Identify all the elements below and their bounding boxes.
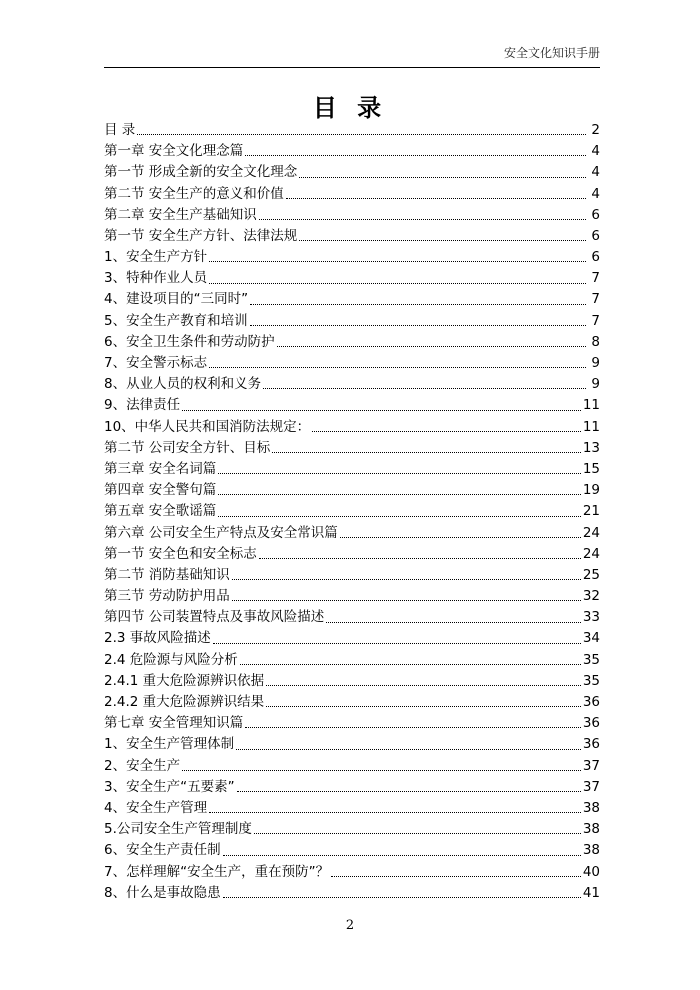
toc-dot-leader	[182, 410, 581, 411]
toc-entry[interactable]	[104, 819, 600, 840]
toc-entry-page: 34	[582, 630, 600, 647]
toc-entry-page: 36	[582, 736, 600, 753]
toc-entry-page: 41	[582, 884, 600, 901]
toc-entry-label: 第二节 安全生产的意义和价值	[104, 185, 284, 202]
toc-entry-page: 24	[582, 524, 600, 541]
toc-entry[interactable]	[104, 840, 600, 861]
toc-entry[interactable]	[104, 756, 600, 777]
toc-dot-leader	[223, 897, 581, 898]
toc-entry[interactable]	[104, 268, 600, 289]
toc-entry-label: 第二章 安全生产基础知识	[104, 206, 257, 223]
toc-entry-page: 35	[582, 672, 600, 689]
toc-entry-page: 36	[582, 694, 600, 711]
toc-entry[interactable]	[104, 374, 600, 395]
toc-entry[interactable]	[104, 247, 600, 268]
toc-entry[interactable]	[104, 650, 600, 671]
toc-entry[interactable]	[104, 162, 600, 183]
toc-dot-leader	[209, 261, 586, 262]
toc-entry-label: 6、安全生产责任制	[104, 842, 221, 859]
toc-entry-page: 32	[582, 588, 600, 605]
toc-entry-page: 38	[582, 821, 600, 838]
toc-entry[interactable]	[104, 353, 600, 374]
toc-entry[interactable]	[104, 671, 600, 692]
toc-dot-leader	[209, 367, 586, 368]
toc-entry-label: 8、什么是事故隐患	[104, 884, 221, 901]
toc-dot-leader	[263, 388, 586, 389]
toc-entry-page: 19	[582, 482, 600, 499]
toc-entry-label: 6、安全卫生条件和劳动防护	[104, 333, 275, 350]
toc-entry-page: 11	[582, 418, 600, 435]
toc-entry-page: 11	[582, 397, 600, 414]
toc-entry[interactable]	[104, 438, 600, 459]
toc-entry-label: 4、安全生产管理	[104, 799, 208, 816]
toc-entry-page: 24	[582, 545, 600, 562]
toc-entry-page: 2	[591, 121, 600, 138]
toc-dot-leader	[340, 537, 581, 538]
toc-dot-leader	[232, 600, 581, 601]
toc-entry-page: 37	[582, 757, 600, 774]
toc-dot-leader	[213, 643, 581, 644]
toc-dot-leader	[286, 198, 586, 199]
toc-entry-page: 7	[591, 312, 600, 329]
toc-entry-page: 35	[582, 651, 600, 668]
toc-dot-leader	[223, 855, 581, 856]
toc-entry-label: 5.公司安全生产管理制度	[104, 821, 252, 838]
toc-entry[interactable]	[104, 586, 600, 607]
toc-entry-label: 2.4.1 重大危险源辨识依据	[104, 672, 265, 689]
toc-entry-label: 第四节 公司装置特点及事故风险描述	[104, 609, 325, 626]
toc-entry-label: 第三节 劳动防护用品	[104, 588, 230, 605]
toc-dot-leader	[236, 749, 581, 750]
toc-entry[interactable]	[104, 141, 600, 162]
toc-entry-label: 第五章 安全歌谣篇	[104, 503, 217, 520]
toc-entry-label: 2、安全生产	[104, 757, 181, 774]
toc-entry-label: 7、怎样理解“安全生产，重在预防”？	[104, 863, 330, 880]
toc-entry-label: 2.4.2 重大危险源辨识结果	[104, 694, 265, 711]
toc-dot-leader	[250, 325, 586, 326]
toc-entry-page: 7	[591, 291, 600, 308]
toc-entry-label: 第一节 安全色和安全标志	[104, 545, 257, 562]
toc-entry-label: 第四章 安全警句篇	[104, 482, 217, 499]
toc-entry-page: 6	[591, 227, 600, 244]
toc-entry[interactable]	[104, 565, 600, 586]
header-rule	[104, 67, 600, 68]
toc-entry-page: 9	[591, 355, 600, 372]
toc-entry-label: 第一章 安全文化理念篇	[104, 143, 244, 160]
toc-entry-label: 7、安全警示标志	[104, 355, 208, 372]
toc-entry-label: 第二节 公司安全方针、目标	[104, 439, 271, 456]
toc-dot-leader	[232, 579, 581, 580]
toc-entry-page: 4	[591, 143, 600, 160]
toc-entry[interactable]	[104, 459, 600, 480]
toc-entry[interactable]	[104, 798, 600, 819]
toc-entry[interactable]	[104, 777, 600, 798]
toc-entry[interactable]	[104, 629, 600, 650]
toc-dot-leader	[277, 346, 586, 347]
toc-dot-leader	[245, 155, 586, 156]
toc-dot-leader	[272, 452, 581, 453]
toc-entry-label: 5、安全生产教育和培训	[104, 312, 248, 329]
toc-entry-label: 10、中华人民共和国消防法规定：	[104, 418, 311, 435]
toc-dot-leader	[182, 770, 581, 771]
toc-entry[interactable]	[104, 184, 600, 205]
toc-entry[interactable]	[104, 607, 600, 628]
toc-entry[interactable]	[104, 692, 600, 713]
toc-entry-label: 1、安全生产管理体制	[104, 736, 235, 753]
toc-dot-leader	[218, 473, 581, 474]
toc-entry-label: 2.4 危险源与风险分析	[104, 651, 238, 668]
toc-entry-page: 13	[582, 439, 600, 456]
toc-entry-label: 第七章 安全管理知识篇	[104, 715, 244, 732]
toc-entry-page: 37	[582, 778, 600, 795]
toc-entry-label: 1、安全生产方针	[104, 249, 208, 266]
toc-entry-page: 21	[582, 503, 600, 520]
toc-dot-leader	[218, 494, 581, 495]
toc-dot-leader	[209, 283, 586, 284]
toc-entry-page: 38	[582, 842, 600, 859]
toc-dot-leader	[209, 812, 581, 813]
toc-entry-page: 7	[591, 270, 600, 287]
toc-dot-leader	[299, 177, 586, 178]
toc-entry[interactable]	[104, 734, 600, 755]
toc-dot-leader	[266, 706, 581, 707]
toc-dot-leader	[259, 219, 586, 220]
running-header: 安全文化知识手册	[503, 46, 600, 60]
document-title: 目 录	[312, 94, 388, 122]
toc-entry-page: 4	[591, 164, 600, 181]
toc-entry[interactable]	[104, 290, 600, 311]
toc-entry[interactable]	[104, 226, 600, 247]
toc-entry-label: 第一节 安全生产方针、法律法规	[104, 227, 298, 244]
toc-entry-page: 40	[582, 863, 600, 880]
toc-entry-page: 36	[582, 715, 600, 732]
toc-dot-leader	[299, 240, 586, 241]
page-number: 2	[345, 918, 355, 933]
toc-entry[interactable]	[104, 883, 600, 904]
toc-entry-page: 9	[591, 376, 600, 393]
toc-entry[interactable]	[104, 120, 600, 141]
toc-entry[interactable]	[104, 417, 600, 438]
toc-entry-page: 6	[591, 249, 600, 266]
toc-dot-leader	[245, 727, 581, 728]
toc-entry[interactable]	[104, 311, 600, 332]
toc-dot-leader	[312, 431, 581, 432]
toc-entry-label: 第三章 安全名词篇	[104, 460, 217, 477]
toc-entry-label: 目 录	[104, 121, 136, 138]
toc-dot-leader	[240, 664, 581, 665]
toc-entry[interactable]	[104, 862, 600, 883]
table-of-contents	[104, 120, 600, 904]
toc-entry[interactable]	[104, 713, 600, 734]
toc-entry-page: 33	[582, 609, 600, 626]
toc-dot-leader	[250, 304, 586, 305]
toc-entry-label: 3、安全生产“五要素”	[104, 778, 235, 795]
toc-dot-leader	[254, 833, 581, 834]
toc-dot-leader	[259, 558, 581, 559]
toc-dot-leader	[331, 876, 581, 877]
toc-entry-page: 25	[582, 566, 600, 583]
toc-entry-page: 8	[591, 333, 600, 350]
toc-entry-label: 第二节 消防基础知识	[104, 566, 230, 583]
toc-entry[interactable]	[104, 480, 600, 501]
toc-entry-page: 38	[582, 799, 600, 816]
toc-entry-page: 15	[582, 460, 600, 477]
toc-entry[interactable]	[104, 523, 600, 544]
toc-dot-leader	[218, 516, 581, 517]
toc-entry[interactable]	[104, 205, 600, 226]
toc-entry[interactable]	[104, 332, 600, 353]
toc-entry[interactable]	[104, 544, 600, 565]
toc-dot-leader	[137, 134, 586, 135]
toc-entry-label: 2.3 事故风险描述	[104, 630, 211, 647]
toc-entry-label: 9、法律责任	[104, 397, 181, 414]
toc-entry-label: 第六章 公司安全生产特点及安全常识篇	[104, 524, 338, 541]
toc-dot-leader	[326, 622, 581, 623]
toc-entry[interactable]	[104, 395, 600, 416]
toc-entry-page: 4	[591, 185, 600, 202]
toc-entry-label: 4、建设项目的“三同时”	[104, 291, 249, 308]
toc-entry-label: 8、从业人员的权利和义务	[104, 376, 262, 393]
toc-entry-label: 3、特种作业人员	[104, 270, 208, 287]
toc-entry[interactable]	[104, 501, 600, 522]
toc-dot-leader	[237, 791, 581, 792]
toc-entry-page: 6	[591, 206, 600, 223]
toc-entry-label: 第一节 形成全新的安全文化理念	[104, 164, 298, 181]
toc-dot-leader	[266, 685, 581, 686]
